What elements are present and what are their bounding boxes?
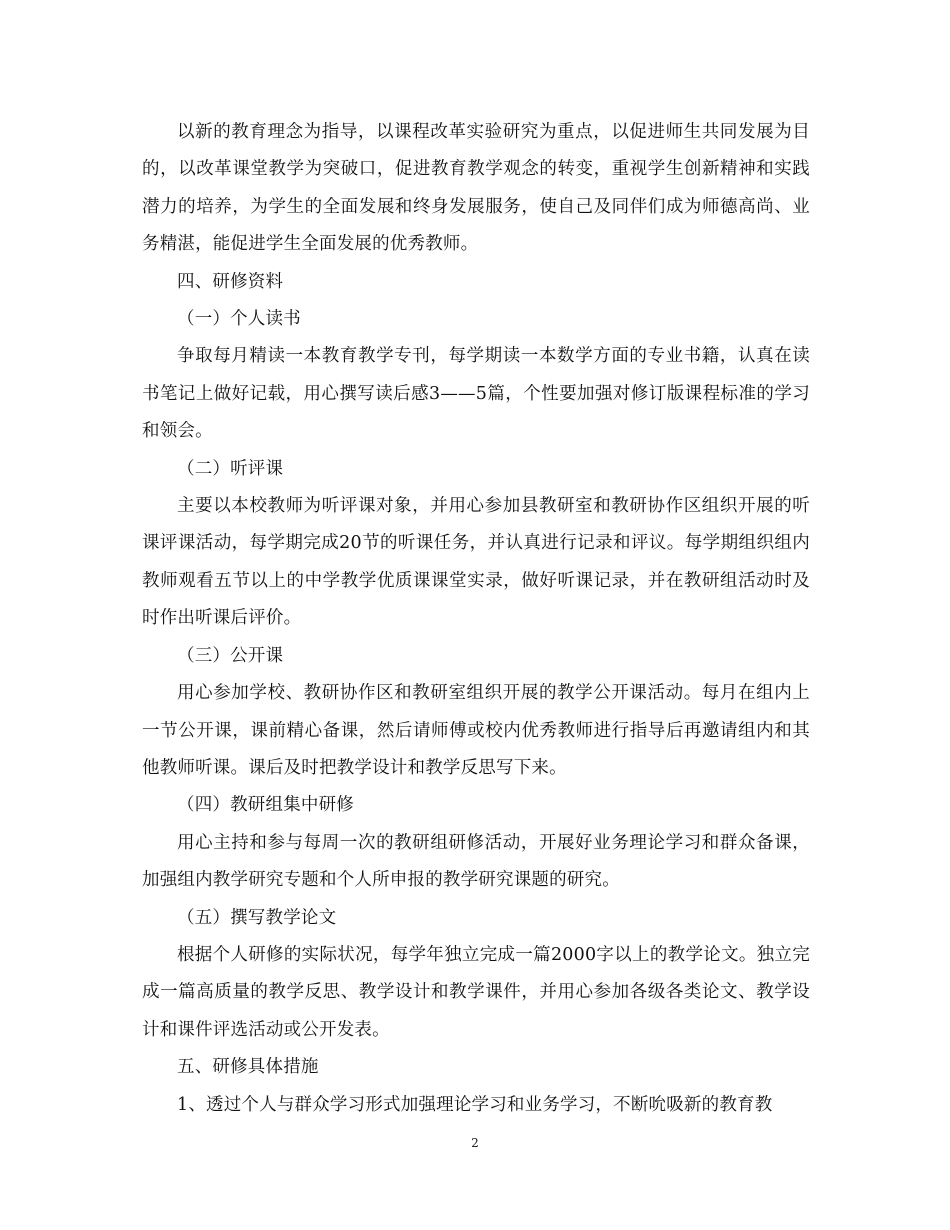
subheading-open-class: （三）公开课 <box>177 645 284 666</box>
document-body <box>142 114 810 1124</box>
paragraph-writing-papers: 根据个人研修的实际状况，每学年独立完成一篇2000字以上的教学论文。独立完成一篇高质量的教学反思、教学设计和教学课件，并用心参加各级各类论文、教学设计和课件评选活动或公开发表。 <box>142 944 810 1040</box>
paragraph-open-class: 用心参加学校、教研协作区和教研室组织开展的教学公开课活动。每月在组内上一节公开课，课前精心备课，然后请师傅或校内优秀教师进行指导后再邀请组内和其他教师听课。课后及时把教学设计和教学反思写下来。 <box>142 683 810 778</box>
paragraph-measure-1: 1、透过个人与群众学习形式加强理论学习和业务学习，不断吮吸新的教育教 <box>177 1094 773 1115</box>
paragraph-guiding-principle: 以新的教育理念为指导，以课程改革实验研究为重点，以促进师生共同发展为目的，以改革课堂教学为突破口，促进教育教学观念的转变，重视学生创新精神和实践潜力的培养，为学生的全面发展和终身发展服务，使自己及同伴们成为师德高尚、业务精湛，能促进学生全面发展的优秀教师。 <box>142 122 810 255</box>
subheading-personal-reading: （一）个人读书 <box>177 309 301 330</box>
paragraph-personal-reading: 争取每月精读一本教育教学专刊，每学期读一本数学方面的专业书籍，认真在读书笔记上做好记载，用心撰写读后感3——5篇，个性要加强对修订版课程标准的学习和领会。 <box>142 346 810 442</box>
section-heading-research-materials: 四、研修资料 <box>177 271 284 292</box>
subheading-lesson-observation: （二）听评课 <box>177 458 284 479</box>
paragraph-lesson-observation: 主要以本校教师为听评课对象，并用心参加县教研室和教研协作区组织开展的听课评课活动，每学期完成20节的听课任务，并认真进行记录和评议。每学期组织组内教师观看五节以上的中学教学优质课课堂实录，做好听课记录，并在教研组活动时及时作出听课后评价。 <box>142 496 810 629</box>
page-number: 2 <box>471 1136 479 1150</box>
paragraph-group-research: 用心主持和参与每周一次的教研组研修活动，开展好业务理论学习和群众备课，加强组内教学研究专题和个人所申报的教学研究课题的研究。 <box>142 832 810 891</box>
section-heading-specific-measures: 五、研修具体措施 <box>177 1057 319 1078</box>
subheading-group-research: （四）教研组集中研修 <box>177 795 354 816</box>
subheading-writing-papers: （五）撰写教学论文 <box>177 907 337 928</box>
